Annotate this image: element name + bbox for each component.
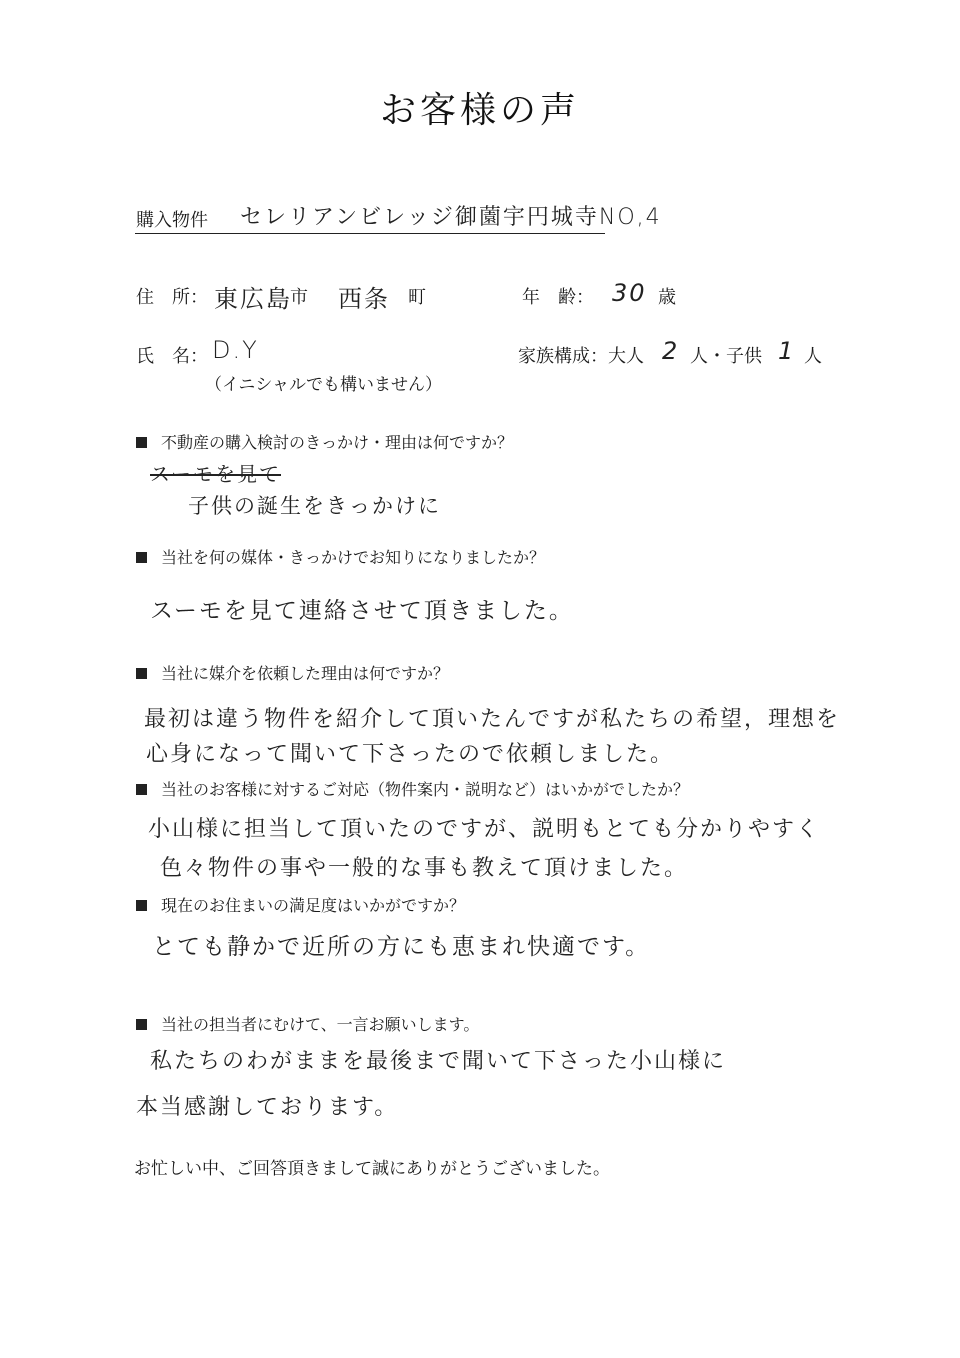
address-label: 住 所： [136, 287, 208, 308]
address-city-suffix: 市 [290, 287, 308, 308]
answer-6-line-2: 本当感謝しております。 [136, 1095, 399, 1120]
name-note: （イニシャルでも構いません） [205, 375, 442, 395]
bullet-square-icon [136, 900, 147, 911]
address-town-suffix: 町 [408, 287, 426, 308]
question-1: 不動産の購入検討のきっかけ・理由は何ですか？ [136, 430, 513, 453]
bullet-square-icon [136, 784, 147, 795]
answer-3-line-2: 心身になって聞いて下さったので依頼しました。 [146, 742, 675, 767]
family-adults-suffix: 人・子供 [690, 346, 762, 367]
question-2: 当社を何の媒体・きっかけでお知りになりましたか？ [136, 545, 545, 568]
name-label: 氏 名： [136, 346, 208, 367]
property-underline [135, 233, 605, 234]
address-town: 西条 [338, 285, 390, 313]
age-label: 年 齢： [522, 287, 594, 308]
family-children: 1 [778, 337, 796, 365]
question-3: 当社に媒介を依頼した理由は何ですか？ [136, 661, 449, 684]
answer-1-struck: スーモを見て [150, 462, 281, 486]
age-suffix: 歳 [658, 287, 676, 308]
family-children-suffix: 人 [804, 346, 822, 367]
page-title: お客様の声 [379, 90, 580, 131]
closing-message: お忙しい中、ご回答頂きまして誠にありがとうございました。 [134, 1159, 610, 1179]
answer-6-line-1: 私たちのわがままを最後まで聞いて下さった小山様に [150, 1049, 727, 1074]
answer-4-line-1: 小山様に担当して頂いたのですが、説明もとても分かりやすく [148, 817, 821, 842]
property-label: 購入物件 [136, 210, 208, 231]
bullet-square-icon [136, 668, 147, 679]
answer-2-line-1: スーモを見て連絡させて頂きました。 [150, 598, 574, 624]
address-city: 東広島 [214, 285, 292, 313]
answer-5-line-1: とても静かで近所の方にも恵まれ快適です。 [152, 934, 651, 960]
question-4: 当社のお客様に対するご対応（物件案内・説明など）はいかがでしたか？ [136, 777, 689, 800]
property-name: セレリアンビレッジ御薗宇円城寺NO,4 [240, 205, 662, 230]
family-label: 家族構成：大人 [518, 346, 644, 367]
answer-1-line-1: 子供の誕生をきっかけに [188, 494, 441, 518]
question-6: 当社の担当者にむけて、一言お願いします。 [136, 1012, 479, 1035]
bullet-square-icon [136, 437, 147, 448]
question-5: 現在のお住まいの満足度はいかがですか？ [136, 893, 465, 916]
family-adults: 2 [662, 337, 680, 365]
bullet-square-icon [136, 552, 147, 563]
name-value: D.Y [212, 336, 259, 364]
answer-4-line-2: 色々物件の事や一般的な事も教えて頂けました。 [160, 856, 689, 881]
bullet-square-icon [136, 1019, 147, 1030]
answer-3-line-1: 最初は違う物件を紹介して頂いたんですが私たちの希望，理想を [144, 707, 841, 732]
age-value: 30 [612, 279, 647, 307]
